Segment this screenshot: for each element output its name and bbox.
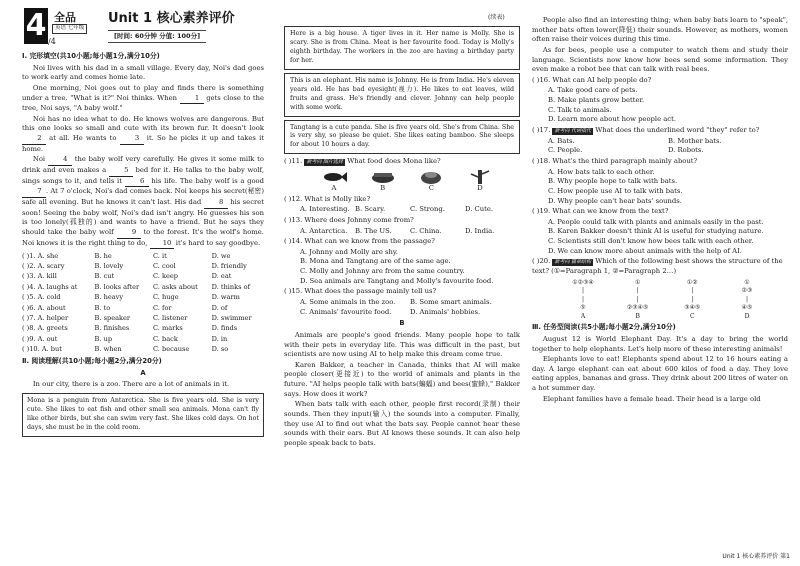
question-option-a[interactable]: ( )7. A. helper [22,314,69,323]
passage-intro: In our city, there is a zoo. There are a lot of animals in it. [32,380,230,389]
option-row [22,345,264,355]
option[interactable]: B. Make plants grow better. [548,96,645,105]
right-column [488,0,800,566]
blank-3[interactable]: 3 [120,134,144,145]
page-header [22,6,264,50]
new-type-tag: 新考向 图片选择 [306,159,344,166]
option-choice[interactable]: D. finds [211,324,238,333]
page-title: Unit 1 核心素养评价 [108,11,235,26]
structure-top: ①②③④ [572,278,594,286]
question-16: ( )16. What can AI help people do? [532,75,652,84]
structure-option[interactable] [730,279,764,322]
option-row [22,303,264,313]
question-13-options: A. Antarctica. B. The US. C. China. D. India. [300,226,495,235]
question-17: ( )17. 新考向 代词指代 What does the underlined word "they" refer to? [532,126,760,135]
question-option-a[interactable]: ( )1. A. she [22,251,59,260]
option-choice[interactable]: D. friendly [211,262,247,271]
task-paragraph: Elephants love to eat! Elephants spend about 12 to 16 hours eating a day. A large elephant can eat about 600 kilos of food a day. They love eating apples, bananas and grass. They drink about 200 litres of water on a hot summer day. [532,355,788,393]
option-row [22,282,264,292]
connector-line: | [745,295,748,303]
option[interactable]: D. Learn more about how people act. [548,115,677,124]
cloze-paragraph: Noi 4 the baby wolf very carefully. He gives it some milk to drink and even makes a 5 bed for it. He talks to the baby wolf, sings songs to it, and tells it 6 his life. The baby wolf is a good 7 . At 7 o'clock, Noi's dad comes back. Noi keeps his secret(秘密) safe all evening. But he knows it can't last. His dad 8 his secret soon! Seeing the baby wolf, Noi's dad isn't angry. He guesses his son is too lonely(孤独的) and wants to have a friend. But he says they should take the baby wolf 9 to the forest. It's the wolf's home. Noi knows it is the right thing to do, 10 it's hard to say goodbye. [22,155,264,249]
cloze-paragraph: Noi has no idea what to do. He knows wolves are dangerous. But this one looks so small and cute with its brown fur. It doesn't look 2 at all. He wants to 3 it. So he picks it up and takes it home. [22,114,264,153]
option-choice[interactable]: C. marks [153,324,183,333]
page-count: /4 [48,37,56,46]
structure-top: ① [744,278,750,286]
option-choice[interactable]: D. thinks of [211,282,251,291]
passage-label-a: A [140,368,146,377]
option-choice[interactable]: C. asks about [153,282,198,291]
continued-label: (续表) [488,14,505,21]
question-option-a[interactable]: ( )3. A. kill [22,272,57,281]
option-choice[interactable]: B. cut [94,272,115,281]
structure-bottom: ④⑤ [741,304,753,312]
option[interactable]: B. Mona and Tangtang are of the same age. [300,257,451,266]
option-choice[interactable]: B. finishes [94,324,130,333]
left-column [0,0,272,566]
option-a-picture[interactable]: A [314,170,354,194]
johnny-box: This is an elephant. His name is Johnny. He is from India. He's eleven years old. He has bad eyesight(视力). He likes to eat leaves, wild fruits and grass. He's friendly and clever. Johnny can help people with some work. [284,73,520,117]
option-row [22,293,264,303]
option-choice[interactable]: B. lovely [94,262,124,271]
option-choice[interactable]: B. he [94,251,112,260]
question-11: ( )11. 新考向 图片选择 What food does Mona like? [284,157,441,166]
option-choice[interactable]: D. of [211,303,228,312]
structure-option[interactable] [675,279,709,322]
grass-icon [418,170,444,184]
task-paragraph: Elephant families have a female head. Their head is a large old [542,394,761,403]
option-row [22,262,264,272]
blank-9[interactable]: 9 [117,228,141,239]
passage-b-paragraph: As for bees, people use a computer to watch them and study their language. Scientists now know how bees send some information. They even make a robot bee that can talk with real bees. [532,45,788,74]
passage-b-paragraph: People also find an interesting thing; when baby bats learn to "speak", mother bats often lower(降低) their sounds. However, as mothers, women often raise their voices during this time. [532,16,788,44]
middle-column [278,0,524,566]
brand-label: 全品 [54,11,76,24]
passage-b-paragraph: When bats talk with each other, people first record(录制) their sounds. Then they input(输入) the sounds into a computer. Finally, they use AI to find out what the bats say. People cannot hear these sounds with their ears. But AI knows these sounds. It can also help people speak back to bats. [284,400,520,447]
structure-bottom: ③④⑤ [684,304,701,312]
blank-4[interactable]: 4 [48,155,72,166]
passage-b-paragraph: Animals are people's good friends. Many people hope to talk with their pets in everyday life. This was difficult in the past, but scientists are now using AI to help make this dream come true. [284,330,520,359]
connector-line: | [636,287,639,295]
option[interactable]: C. How people use AI to talk with bats. [548,186,683,195]
page-footer: Unit 1 核心素养评价 第1 [722,553,790,561]
question-14: ( )14. What can we know from the passage? [284,237,435,246]
question-option-a[interactable]: ( )4. A. laughs at [22,282,78,291]
option[interactable]: D. We can know more about animals with the help of AI. [548,246,742,255]
question-option-a[interactable]: ( )10. A. but [22,345,62,354]
structure-top: ①② [686,278,698,286]
question-option-a[interactable]: ( )8. A. greets [22,324,68,333]
blank-5[interactable]: 5 [109,166,133,177]
blank-1[interactable]: 1 [180,94,204,105]
option-row [22,334,264,344]
molly-box: Here is a big house. A tiger lives in it. Her name is Molly. She is scary. She is from China. Meat is her favourite food. Today is Molly's eighth birthday. The workers in the zoo are having a birthday party for her. [284,26,520,70]
time-score: [时间: 60分钟 分值: 100分] [108,30,206,43]
option-choice[interactable]: D. swimmer [211,314,252,323]
structure-label: C [690,312,695,320]
structure-options [532,279,788,322]
question-20: ( )20. 新考向 篇章结构 Which of the following best shows the structure of the text? (①=Paragraph 1, ②=Paragraph 2…) [532,257,783,276]
structure-label: A [580,312,586,320]
question-option-a[interactable]: ( )6. A. about [22,303,66,312]
mona-box: Mona is a penguin from Antarctica. She is five years old. She is very cute. She likes to eat fish and other small sea animals. Mona can't fly like other birds, but she can swim very fast. She likes cold days. On hot days, she must be in the cold room. [22,393,264,437]
new-type-tag: 新考向 篇章结构 [554,259,592,266]
passage-label-b: B [399,319,405,328]
option-b-picture[interactable]: B [363,170,403,194]
option[interactable]: C. Talk to animals. [548,105,612,114]
option-choice[interactable]: B. heavy [94,293,124,302]
bamboo-icon [467,170,493,184]
option[interactable]: D. Sea animals are Tangtang and Molly's favourite food. [300,276,494,285]
option-choice[interactable]: C. it [153,251,167,260]
structure-option[interactable] [566,279,600,322]
structure-label: D [744,312,750,320]
option[interactable]: C. Molly and Johnny are from the same country. [300,267,465,276]
option-choice[interactable]: D. so [211,345,229,354]
option-choice[interactable]: B. to [94,303,111,312]
question-option-a[interactable]: ( )9. A. out [22,334,58,343]
question-19: ( )19. What can we know from the text? [532,207,669,216]
structure-bottom: ②③④⑤ [626,304,649,312]
option-row [22,251,264,261]
blank-7[interactable]: 7 [22,187,46,198]
connector-line: | [581,287,585,295]
unit-number-badge: 4 [25,8,47,43]
option[interactable]: C. Scientists still don't know how bees talk with each other. [548,237,754,246]
connector-line: | [691,287,694,295]
option-d-picture[interactable]: D [460,170,500,194]
question-option-a[interactable]: ( )2. A. scary [22,262,65,271]
task-paragraph: August 12 is World Elephant Day. It's a day to bring the world together to help elephants. Let's help more of these interesting animals! [532,334,788,353]
blank-8[interactable]: 8 [204,198,228,209]
passage-b-paragraph: Karen Bakker, a teacher in Canada, thinks that AI will make people closer(更接近) to the world of animals and plants in the future. "AI helps people talk with bats(蝙蝠) and bees(蜜蜂)," Bakker says. How does it work? [284,360,520,398]
option-choice[interactable]: C. cool [153,262,176,271]
connector-line: | [581,295,585,303]
option-choice[interactable]: C. listener [153,314,188,323]
option-row [22,272,264,282]
question-18: ( )18. What's the third paragraph mainly about? [532,156,698,165]
option-row [22,324,264,334]
option-choice[interactable]: C. because [153,345,190,354]
section-title-cloze: Ⅰ. 完形填空(共10小题;每小题1分,满分10分) [22,52,160,60]
option[interactable]: B. Why people hope to talk with bats. [548,177,678,186]
picture-options [284,168,520,194]
option-choice[interactable]: D. eat [211,272,232,281]
option-choice[interactable]: C. huge [153,293,179,302]
option-choice[interactable]: C. keep [153,272,179,281]
option-choice[interactable]: D. we [211,251,231,260]
section-title-reading: Ⅱ. 阅读理解(共10小题;每小题2分,满分20分) [22,357,162,366]
option[interactable]: A. How bats talk to each other. [548,167,655,176]
fish-icon [321,170,347,184]
new-type-tag: 新考向 代词指代 [554,128,592,135]
option-choice[interactable]: D. in [211,334,228,343]
grade-label: 英语 七年级 [52,24,87,34]
option-choice[interactable]: C. for [153,303,172,312]
option-choice[interactable]: B. up [94,334,113,343]
option-choice[interactable]: C. back [153,334,178,343]
option[interactable]: D. Why people can't hear bats' sounds. [548,196,682,205]
question-15: ( )15. What does the passage mainly tell us? [284,287,437,296]
connector-line: | [691,295,694,303]
option-c-picture[interactable]: C [411,170,451,194]
question-15-options: A. Some animals in the zoo. B. Some smart animals. C. Animals' favourite food. D. Animals' hobbies. [300,298,492,316]
option-choice[interactable]: B. looks after [94,282,140,291]
blank-2[interactable]: 2 [22,134,46,145]
blank-6[interactable]: 6 [125,177,149,188]
meat-icon [370,170,396,184]
option-row [22,314,264,324]
question-12-options: A. Interesting. B. Scary. C. Strong. D. Cute. [300,205,494,214]
structure-option[interactable] [621,279,655,322]
structure-mid: ②③ [741,287,753,295]
question-option-a[interactable]: ( )5. A. cold [22,293,61,302]
blank-10[interactable]: 10 [150,239,174,250]
structure-bottom: ⑤ [580,304,586,312]
option[interactable]: A. People could talk with plants and animals easily in the past. [548,217,764,226]
cloze-paragraph: Noi lives with his dad in a small village. Every day, Noi's dad goes to work early and comes home late. [22,63,264,82]
option[interactable]: B. Karen Bakker doesn't think AI is useful for studying nature. [548,227,764,236]
structure-label: B [635,312,640,320]
connector-line: | [636,295,639,303]
section-title-task-reading: Ⅲ. 任务型阅读(共5小题;每小题2分,满分10分) [532,323,676,332]
tangtang-box: Tangtang is a cute panda. She is five years old. She's from China. She is very shy, so please be quiet. She likes eating bamboo. She sleeps for about 10 hours a day. [284,120,520,155]
cloze-paragraph: One morning, Noi goes out to play and finds there is something under a tree. "What is it?" Noi thinks. When 1 gets close to the tree, Noi says, "A baby wolf." [22,83,264,113]
option-choice[interactable]: B. speaker [94,314,131,323]
question-12: ( )12. What is Molly like? [284,194,371,203]
question-13: ( )13. Where does Johnny come from? [284,215,414,224]
option[interactable]: A. Take good care of pets. [548,86,638,95]
option[interactable]: A. Johnny and Molly are shy. [300,247,398,256]
question-17-options: A. Bats. B. Mother bats. C. People. D. Robots. [548,136,722,155]
option-choice[interactable]: B. when [94,345,122,354]
option-choice[interactable]: D. warm [211,293,240,302]
structure-top: ① [634,278,641,286]
cloze-options-table [22,251,264,355]
